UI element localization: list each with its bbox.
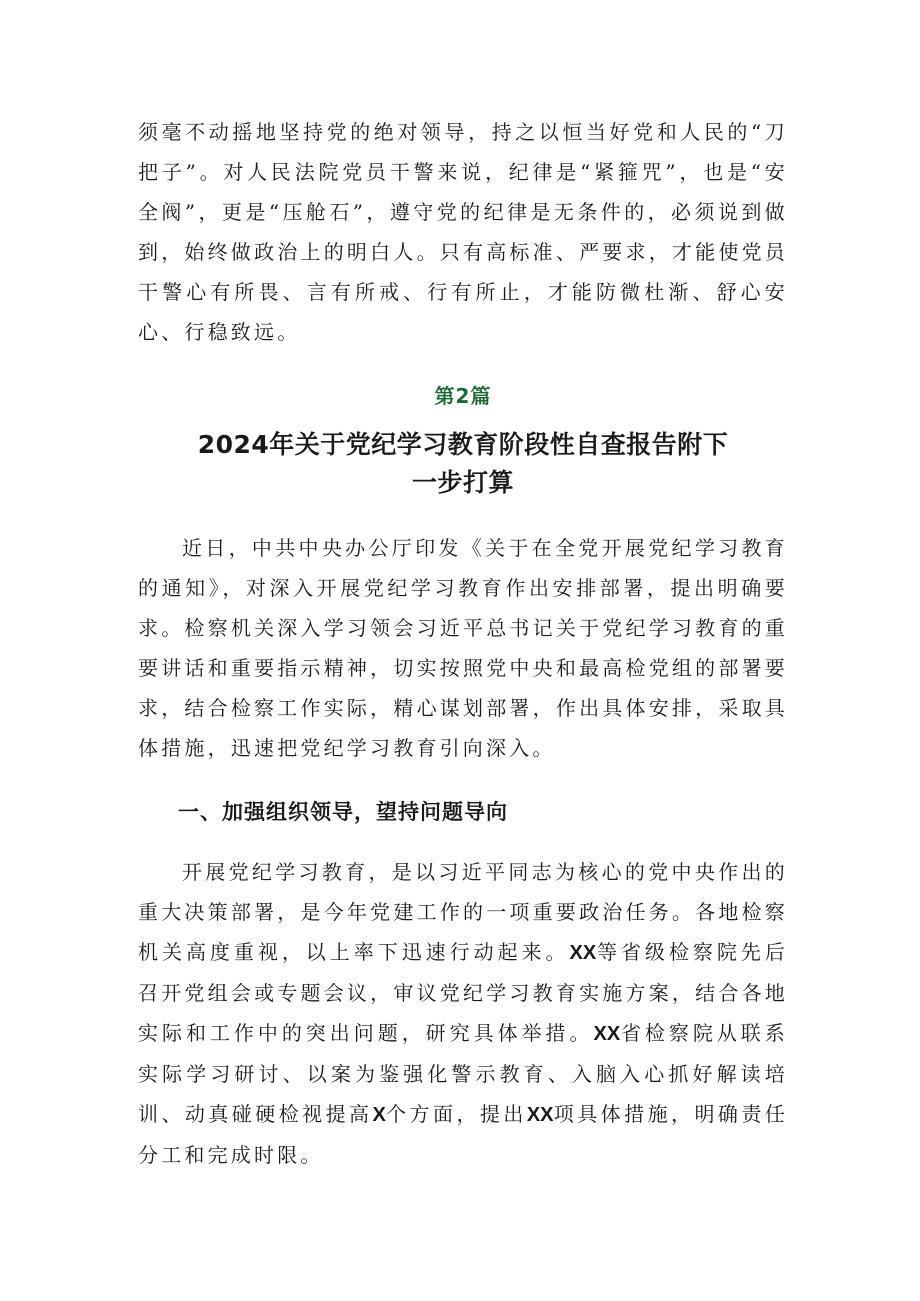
section-1-text-5: 项具体措施，明确责任分工和完成时限。 [138, 1102, 789, 1167]
section-1-heading: 一、加强组织领导，望持问题导向 [178, 800, 508, 824]
placeholder-mark-1: XX [569, 942, 597, 964]
part-label: 第2篇 [434, 384, 492, 408]
document-title [138, 426, 788, 502]
intro-paragraph: 近日，中共中央办公厅印发《关于在全党开展党纪学习教育的通知》，对深入开展党纪学习教育作出安排部署，提出明确要求。检察机关深入学习领会习近平总书记关于党纪学习教育的重要讲话和重要指示精神，切实按照党中央和最高检党组的部署要求，结合检察工作实际，精心谋划部署，作出具体安排，采取具体措施，迅速把党纪学习教育引向深入。 [138, 536, 788, 760]
placeholder-mark-3: X [372, 1104, 386, 1126]
document-title-line-1: 2024年关于党纪学习教育阶段性自查报告附下 [197, 430, 729, 459]
continued-paragraph: 须毫不动摇地坚持党的绝对领导，持之以恒当好党和人民的“刀把子”。对人民法院党员干警来说，纪律是“紧箍咒”，也是“安全阀”，更是“压舱石”，遵守党的纪律是无条件的，必须说到做到，始终做政治上的明白人。只有高标准、严要求，才能使党员干警心有所畏、言有所戒、行有所止，才能防微杜渐、舒心安心、行稳致远。 [138, 120, 788, 344]
document-title-line-2: 一步打算 [411, 468, 514, 497]
section-1-body [138, 852, 788, 1175]
section-1-text-4: 个方面，提出 [385, 1102, 527, 1126]
section-1-text-3: 省检察院从联系实际学习研讨、以案为鉴强化警示教育、入脑入心抓好解读培训、动真碰硬检视提高 [138, 1021, 788, 1126]
placeholder-mark-2: XX [593, 1023, 621, 1045]
placeholder-mark-4: XX [526, 1104, 554, 1126]
section-1-text-1: 开展党纪学习教育，是以习近平同志为核心的党中央作出的重大决策部署，是今年党建工作的一项重要政治任务。各地检察机关高度重视，以上率下迅速行动起来。 [138, 860, 788, 964]
section-1-text-2: 等省级检察院先后召开党组会或专题会议，审议党纪学习教育实施方案，结合各地实际和工作中的突出问题，研究具体举措。 [138, 940, 788, 1045]
